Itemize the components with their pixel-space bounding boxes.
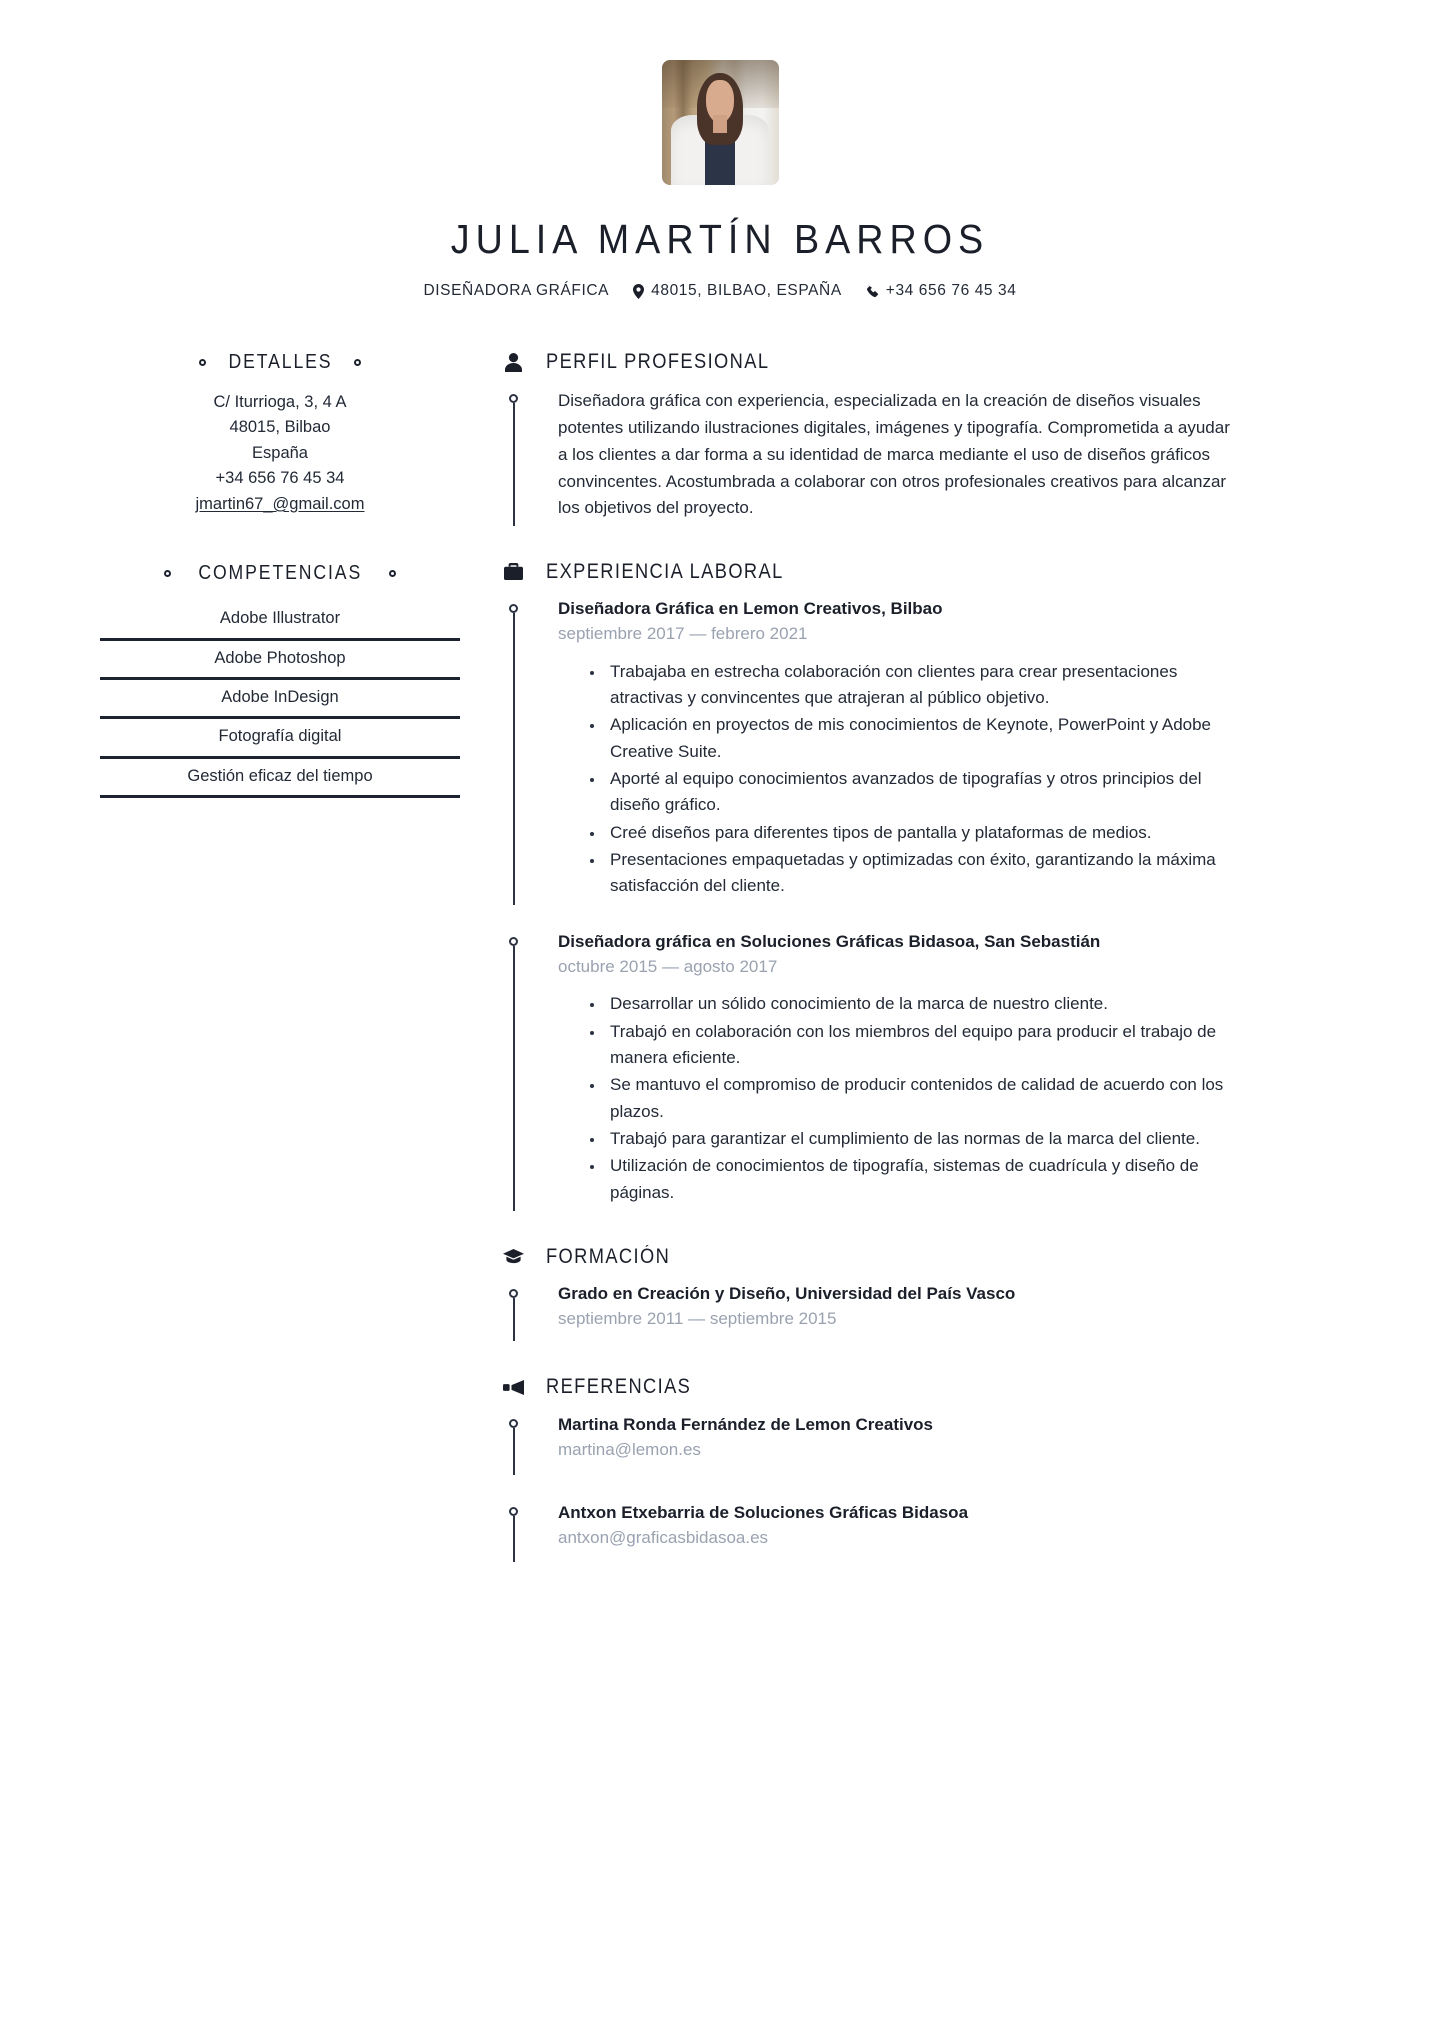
graduation-cap-icon xyxy=(502,1249,524,1265)
education-entry xyxy=(502,1283,1340,1341)
role-label: DISEÑADORA GRÁFICA xyxy=(423,282,610,299)
list-item: Fotografía digital xyxy=(100,719,460,758)
person-icon xyxy=(502,353,524,372)
list-item: Adobe InDesign xyxy=(100,680,460,719)
phone-icon xyxy=(866,285,879,298)
list-item: Aporté al equipo conocimientos avanzados de tipografías y otros principios del diseño gráfico. xyxy=(588,766,1248,820)
location-label: 48015, BILBAO, ESPAÑA xyxy=(651,282,842,299)
sidebar xyxy=(100,350,490,1596)
timeline-dot-icon xyxy=(509,394,518,403)
list-item: Adobe Illustrator xyxy=(100,601,460,640)
job-date: octubre 2015 — agosto 2017 xyxy=(558,956,778,976)
phone-label: +34 656 76 45 34 xyxy=(885,282,1017,299)
details-heading xyxy=(100,350,460,374)
main-content xyxy=(490,350,1340,1596)
contact-line xyxy=(0,282,1440,300)
list-item: Desarrollar un sólido conocimiento de la marca de nuestro cliente. xyxy=(588,991,1248,1018)
profile-entry xyxy=(502,388,1340,526)
circle-bullet-icon xyxy=(389,570,396,577)
circle-bullet-icon xyxy=(199,359,206,366)
timeline-line xyxy=(513,1298,515,1341)
details-list xyxy=(100,390,460,517)
list-item: Trabajaba en estrecha colaboración con clientes para crear presentaciones atractivas y convincentes que atrajeran al público objetivo. xyxy=(588,659,1248,713)
timeline-dot-icon xyxy=(509,604,518,613)
section-profile xyxy=(502,350,1340,526)
photo-neck xyxy=(713,115,727,133)
experience-entry xyxy=(502,598,1340,905)
briefcase-icon xyxy=(502,563,524,581)
skills-title: COMPETENCIAS xyxy=(198,561,362,585)
job-bullets xyxy=(558,659,1340,901)
detail-line: 48015, Bilbao xyxy=(229,418,331,437)
education-heading xyxy=(502,1245,1340,1269)
resume-body xyxy=(0,300,1440,1596)
profile-title: PERFIL PROFESIONAL xyxy=(546,350,770,373)
reference-name: Antxon Etxebarria de Soluciones Gráficas Bidasoa xyxy=(558,1502,969,1522)
timeline-dot-icon xyxy=(509,1507,518,1516)
profile-heading xyxy=(502,350,1340,374)
timeline-line xyxy=(513,1428,515,1474)
list-item: Trabajó en colaboración con los miembros del equipo para producir el trabajo de manera eficiente. xyxy=(588,1019,1248,1073)
timeline-dot-icon xyxy=(509,1419,518,1428)
detail-line: C/ Iturrioga, 3, 4 A xyxy=(213,393,347,411)
circle-bullet-icon xyxy=(354,359,361,366)
details-title: DETALLES xyxy=(228,350,332,373)
degree-title: Grado en Creación y Diseño, Universidad del País Vasco xyxy=(558,1284,1016,1304)
timeline-marker xyxy=(508,937,520,1211)
list-item: Gestión eficaz del tiempo xyxy=(100,759,460,798)
profile-text: Diseñadora gráfica con experiencia, especializada en la creación de diseños visuales potentes utilizando ilustraciones digitales, imágenes y tipografía. Comprometida a ayudar a los clientes a dar forma a su identidad de marca mediante el uso de diseños gráficos convincentes. Acostumbrada a colaborar con otros profesionales creativos para alcanzar los objetivos del proyecto. xyxy=(558,391,1230,518)
reference-name: Martina Ronda Fernández de Lemon Creativos xyxy=(558,1415,934,1435)
timeline-marker xyxy=(508,604,520,905)
timeline-marker xyxy=(508,1419,520,1474)
timeline-marker xyxy=(508,1289,520,1341)
timeline-dot-icon xyxy=(509,1289,518,1298)
references-title: REFERENCIAS xyxy=(546,1375,692,1399)
section-education xyxy=(502,1245,1340,1341)
list-item: Utilización de conocimientos de tipografía, sistemas de cuadrícula y diseño de páginas. xyxy=(588,1153,1248,1207)
skills-section xyxy=(100,561,460,798)
job-title: Diseñadora Gráfica en Lemon Creativos, Bilbao xyxy=(558,599,943,619)
contact-role xyxy=(423,282,609,300)
job-bullets xyxy=(558,991,1340,1207)
timeline-line xyxy=(513,403,515,526)
section-experience xyxy=(502,560,1340,1211)
list-item: Se mantuvo el compromiso de producir contenidos de calidad de acuerdo con los plazos. xyxy=(588,1072,1248,1126)
megaphone-icon xyxy=(502,1380,524,1395)
avatar xyxy=(662,60,779,185)
resume-header xyxy=(0,0,1440,300)
degree-date: septiembre 2011 — septiembre 2015 xyxy=(558,1308,837,1328)
reference-email[interactable]: antxon@graficasbidasoa.es xyxy=(558,1527,769,1547)
experience-heading xyxy=(502,560,1340,584)
list-item: Adobe Photoshop xyxy=(100,641,460,680)
email-link[interactable]: jmartin67_@gmail.com xyxy=(195,494,365,513)
profile-photo xyxy=(662,60,779,185)
map-pin-icon xyxy=(633,284,644,299)
timeline-marker xyxy=(508,1507,520,1562)
experience-entry xyxy=(502,931,1340,1211)
timeline-line xyxy=(513,1516,515,1562)
detail-line: +34 656 76 45 34 xyxy=(215,469,345,488)
timeline-dot-icon xyxy=(509,937,518,946)
contact-phone xyxy=(866,282,1017,300)
page-title: JULIA MARTÍN BARROS xyxy=(450,216,990,262)
reference-entry xyxy=(502,1501,1340,1562)
references-heading xyxy=(502,1375,1340,1399)
circle-bullet-icon xyxy=(164,570,171,577)
reference-entry xyxy=(502,1413,1340,1474)
skills-heading xyxy=(100,561,460,585)
job-title: Diseñadora gráfica en Soluciones Gráficas Bidasoa, San Sebastián xyxy=(558,931,1101,951)
reference-email[interactable]: martina@lemon.es xyxy=(558,1440,701,1460)
job-date: septiembre 2017 — febrero 2021 xyxy=(558,624,808,644)
education-title: FORMACIÓN xyxy=(546,1245,671,1269)
list-item: Aplicación en proyectos de mis conocimientos de Keynote, PowerPoint y Adobe Creative Suite. xyxy=(588,712,1248,766)
list-item: Trabajó para garantizar el cumplimiento de las normas de la marca del cliente. xyxy=(588,1126,1248,1153)
list-item: Presentaciones empaquetadas y optimizadas con éxito, garantizando la máxima satisfacción del cliente. xyxy=(588,847,1248,901)
list-item: Creé diseños para diferentes tipos de pantalla y plataformas de medios. xyxy=(588,820,1248,847)
contact-location xyxy=(633,282,842,300)
experience-title: EXPERIENCIA LABORAL xyxy=(546,560,784,584)
section-references xyxy=(502,1375,1340,1562)
timeline-line xyxy=(513,613,515,905)
timeline-marker xyxy=(508,394,520,526)
timeline-line xyxy=(513,946,515,1211)
detail-line: España xyxy=(252,443,308,462)
